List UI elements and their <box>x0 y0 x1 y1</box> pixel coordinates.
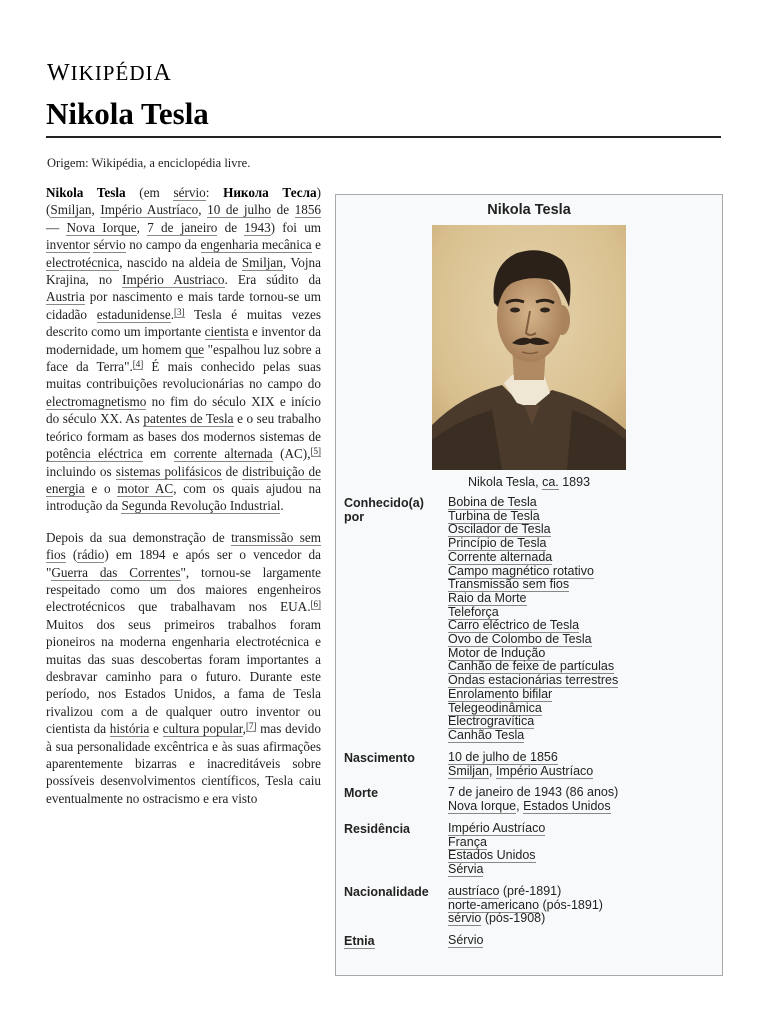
ethnicity-link[interactable]: Sérvio <box>448 933 484 947</box>
text-run: . <box>170 306 174 322</box>
bold-text: Nikola Tesla <box>46 185 126 200</box>
article-link[interactable]: rádio <box>77 547 105 563</box>
article-link[interactable]: 7 de janeiro <box>147 219 218 235</box>
residence-item <box>448 836 718 850</box>
article-link[interactable]: história <box>109 721 150 737</box>
known-for-item <box>448 619 718 633</box>
bold-text: Никола Тесла <box>223 185 317 200</box>
article-link[interactable]: 1856 <box>294 202 322 218</box>
separator: , <box>516 798 524 813</box>
death-country-link[interactable]: Estados Unidos <box>523 798 611 813</box>
nationality-period-3: (pós-1908) <box>481 911 546 926</box>
caption-year: 1893 <box>558 475 591 489</box>
article-link[interactable]: transmissão sem fios <box>46 529 321 563</box>
article-link[interactable]: 10 de julho <box>207 202 272 218</box>
article-link[interactable]: motor AC <box>117 480 174 496</box>
infobox-title: Nikola Tesla <box>487 202 571 218</box>
separator: , <box>489 763 496 778</box>
text-run: e inventor da modernidade, um homem <box>46 324 321 357</box>
text-run: Depois da sua demonstração de <box>46 529 232 545</box>
known-for-link[interactable]: Transmissão sem fios <box>448 577 570 592</box>
article-link[interactable]: Austria <box>46 289 85 305</box>
text-run: , <box>91 202 101 218</box>
text-run: ", tornou-se largamente respeitado como um dos maiores engenheiros electrotécnicos que trabalhavam nos EUA. <box>46 564 321 615</box>
label-known-for: Conhecido(a) por <box>344 496 424 524</box>
residence-link[interactable]: Sérvia <box>448 862 484 877</box>
article-link[interactable]: potência eléctrica <box>46 446 143 462</box>
nationality-period-1: (pré-1891) <box>499 884 562 898</box>
wordmark-middle: IKIPÉDI <box>70 61 154 85</box>
known-for-link[interactable]: Ovo de Colombo de Tesla <box>448 632 592 647</box>
birth-date-link[interactable]: 10 de julho de 1856 <box>448 750 558 764</box>
text-run: , <box>198 202 208 218</box>
article-link[interactable]: Smiljan <box>50 202 92 218</box>
reference-link[interactable]: [7] <box>245 721 257 732</box>
paragraph-1 <box>46 184 321 515</box>
residence-link[interactable]: França <box>448 834 487 849</box>
label-residence: Residência <box>344 822 411 836</box>
text-run: : <box>205 185 224 200</box>
known-for-link[interactable]: Oscilador de Tesla <box>448 522 551 537</box>
text-run: incluindo os <box>46 463 116 479</box>
text-run: de <box>221 463 243 479</box>
wikipedia-wordmark[interactable] <box>47 60 172 87</box>
article-link[interactable]: Império Austriaco <box>122 272 225 288</box>
article-link[interactable]: inventor <box>46 237 90 253</box>
reference-link[interactable]: [4] <box>132 359 144 370</box>
article-link[interactable]: sérvio <box>93 237 126 253</box>
known-for-item <box>448 715 718 729</box>
text-run: e <box>311 237 322 253</box>
known-for-item <box>448 578 718 592</box>
article-link[interactable]: Nova Iorque <box>66 219 137 235</box>
known-for-link[interactable]: Motor de Indução <box>448 645 546 660</box>
known-for-item <box>448 674 718 688</box>
label-ethnicity <box>344 934 444 948</box>
known-for-link[interactable]: Canhão de feixe de partículas <box>448 659 615 674</box>
known-for-link[interactable]: Teleforça <box>448 604 499 619</box>
nationality-link-1[interactable]: austríaco <box>448 884 500 898</box>
known-for-item <box>448 633 718 647</box>
article-link[interactable]: distribuição de energia <box>46 463 322 496</box>
known-for-item <box>448 606 718 620</box>
caption-ca-link[interactable]: ca. <box>542 475 559 489</box>
known-for-link[interactable]: Campo magnético rotativo <box>448 563 594 578</box>
portrait-image <box>432 225 626 470</box>
text-run: de <box>271 202 295 218</box>
text-run: — <box>46 219 67 235</box>
birth-value <box>448 751 718 778</box>
text-run: ) foi um <box>270 219 322 235</box>
nationality-period-2: (pós-1891) <box>539 897 603 912</box>
text-run: em <box>142 446 174 462</box>
text-run: "espalhou luz sobre a face da Terra". <box>46 341 321 375</box>
article-link[interactable]: sérvio <box>173 185 206 200</box>
text-run: (AC), <box>272 446 311 462</box>
infobox <box>335 194 723 976</box>
article-link[interactable]: que <box>185 341 205 357</box>
label-birth: Nascimento <box>344 751 415 765</box>
text-run: ) em 1894 e após ser o vencedor da " <box>46 547 321 580</box>
text-run: e o seu trabalho teórico formam as bases dos modernos sistemas de <box>46 411 321 444</box>
known-for-item <box>448 565 718 579</box>
text-run: , Vojna Krajina, no <box>46 254 321 288</box>
known-for-item <box>448 688 718 702</box>
residence-item <box>448 822 718 836</box>
portrait-caption <box>336 475 722 489</box>
known-for-link[interactable]: Ondas estacionárias terrestres <box>448 673 619 688</box>
ethnicity-label-link[interactable]: Etnia <box>344 934 375 948</box>
text-run: (em <box>125 185 174 200</box>
caption-text: Nikola Tesla, <box>467 475 543 489</box>
label-nationality: Nacionalidade <box>344 885 429 899</box>
known-for-link[interactable]: Canhão Tesla <box>448 727 525 742</box>
known-for-item <box>448 523 718 537</box>
text-run: , com os quais ajudou na introdução da <box>46 480 322 514</box>
tesla-portrait[interactable] <box>432 225 626 470</box>
residence-link[interactable]: Estados Unidos <box>448 848 536 863</box>
wordmark-last: A <box>153 60 172 86</box>
article-link[interactable]: Império Austríaco <box>100 202 199 218</box>
death-place-link[interactable]: Nova Iorque <box>448 798 517 813</box>
text-run: de <box>217 219 245 235</box>
article-link[interactable]: cultura popular <box>162 721 243 737</box>
article-link[interactable]: patentes de Tesla <box>143 411 234 427</box>
known-for-item <box>448 510 718 524</box>
reference-link[interactable]: [3] <box>174 306 185 317</box>
article-link[interactable]: estadunidense <box>96 306 171 322</box>
nationality-link-2[interactable]: norte-americano <box>448 897 540 912</box>
known-for-item <box>448 592 718 606</box>
text-run: mas devido à sua personalidade excêntrica e às suas afirmações aparentemente bizarras e inacreditáveis sobre possíveis desenvolvimentos científicos, Tesla caiu eventualmente no ostracismo e era visto <box>46 721 321 806</box>
known-for-item <box>448 551 718 565</box>
article-link[interactable]: Guerra das Correntes <box>51 564 181 580</box>
residence-link[interactable]: Império Austríaco <box>448 821 546 835</box>
wordmark-initial: W <box>47 60 71 86</box>
title-divider <box>46 136 721 138</box>
text-run: e <box>149 721 163 737</box>
article-link[interactable]: cientista <box>204 324 249 340</box>
article-link[interactable]: sistemas polifásicos <box>115 463 222 479</box>
label-death: Morte <box>344 786 379 800</box>
known-for-link[interactable]: Princípio de Tesla <box>448 536 547 551</box>
text-run: e o <box>84 480 118 496</box>
article-link[interactable]: Segunda Revolução Industrial <box>121 498 281 514</box>
article-link[interactable]: engenharia mecânica <box>200 237 312 253</box>
death-value <box>448 786 718 813</box>
article-body <box>46 184 321 821</box>
article-link[interactable]: 1943 <box>244 219 271 235</box>
text-run: É mais conhecido pelas suas muitas contribuições revolucionárias no campo do <box>46 359 322 392</box>
article-link[interactable]: electrotécnica <box>46 254 120 270</box>
known-for-link[interactable]: Enrolamento bifilar <box>448 686 553 701</box>
origin-note: Origem: Wikipédia, a enciclopédia livre. <box>47 156 251 170</box>
known-for-item <box>448 702 718 716</box>
birth-country-link[interactable]: Império Austríaco <box>495 763 594 778</box>
text-run: , <box>136 219 148 235</box>
residence-item <box>448 849 718 863</box>
known-for-item <box>448 496 718 510</box>
text-run: ( <box>65 547 78 563</box>
text-run: , nascido na aldeia de <box>119 254 242 270</box>
article-link[interactable]: Smiljan <box>241 254 283 270</box>
text-run: por nascimento e mais tarde tornou-se um cidadão <box>46 289 321 322</box>
known-for-link[interactable]: Raio da Morte <box>448 590 527 605</box>
text-run: no fim do século XIX e início do século XX. As <box>46 393 321 427</box>
text-run: ) ( <box>46 185 321 218</box>
known-for-link[interactable]: Turbina de Tesla <box>448 508 540 523</box>
birth-place-link[interactable]: Smiljan <box>448 763 489 778</box>
text-run: . <box>280 498 284 514</box>
text-run: Muitos dos seus primeiros trabalhos foram pioneiros na moderna engenharia electrotécnica e muitas das suas descobertas foram importantes a desbravar caminho para o futuro. Durante este período, nos Estados Unidos, a fama de Tesla rivalizou com a de qualquer outro inventor ou cientista da <box>46 616 321 737</box>
article-link[interactable]: corrente alternada <box>173 446 273 462</box>
known-for-link[interactable]: Bobina de Tesla <box>448 495 537 509</box>
known-for-item <box>448 537 718 551</box>
known-for-item <box>448 647 718 661</box>
reference-link[interactable]: [5] <box>310 446 321 457</box>
known-for-link[interactable]: Telegeodinâmica <box>448 700 542 715</box>
residence-list <box>448 822 718 877</box>
known-for-link[interactable]: Corrente alternada <box>448 549 553 564</box>
known-for-link[interactable]: Carro eléctrico de Tesla <box>448 618 580 633</box>
text-run: . Era súdito da <box>224 272 321 288</box>
text-run: Tesla é muitas vezes descrito como um importante <box>46 306 322 340</box>
page-title: Nikola Tesla <box>46 96 209 131</box>
reference-link[interactable]: [6] <box>310 599 321 610</box>
death-date: 7 de janeiro de 1943 (86 anos) <box>448 785 619 799</box>
known-for-item <box>448 729 718 743</box>
nationality-value <box>448 885 718 926</box>
article-link[interactable]: electromagnetismo <box>46 393 147 409</box>
known-for-list <box>448 496 718 743</box>
known-for-link[interactable]: Electrogravítica <box>448 714 535 729</box>
known-for-item <box>448 660 718 674</box>
text-run: no campo da <box>125 237 201 253</box>
residence-item <box>448 863 718 877</box>
nationality-link-3[interactable]: sérvio <box>448 911 482 926</box>
text-run: , <box>242 721 246 737</box>
paragraph-2 <box>46 529 321 808</box>
ethnicity-value <box>448 934 718 948</box>
